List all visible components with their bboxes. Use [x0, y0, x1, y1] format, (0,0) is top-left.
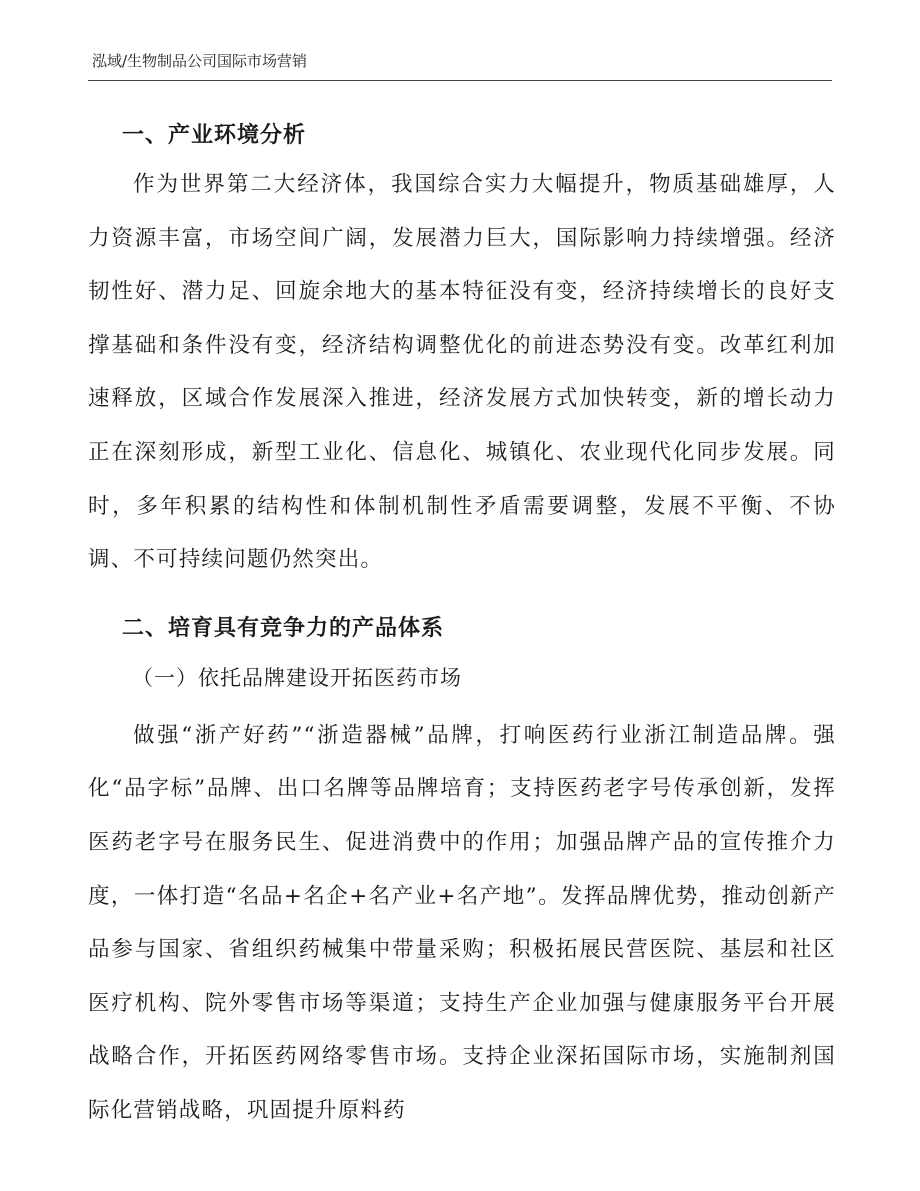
- section-heading-product-system: 二、培育具有竞争力的产品体系: [122, 615, 445, 641]
- subsection-heading-brand-building: （一）依托品牌建设开拓医药市场: [132, 665, 462, 690]
- running-header: 泓域/生物制品公司国际市场营销: [92, 52, 308, 70]
- header-divider: [88, 80, 832, 81]
- document-body: [88, 116, 836, 1138]
- section-heading-industry-environment: 一、产业环境分析: [122, 123, 307, 148]
- body-paragraph: 做强“浙产好药”“浙造器械”品牌，打响医药行业浙江制造品牌。强化“品字标”品牌、出口名牌等品牌培育；支持医药老字号传承创新，发挥医药老字号在服务民生、促进消费中的作用；加强品牌产品的宣传推介力度，一体打造“名品+名企+名产业+名产地”。发挥品牌优势，推动创新产品参与国家、省组织药械集中带量采购；积极拓展民营医院、基层和社区医疗机构、院外零售市场等渠道；支持生产企业加强与健康服务平台开展战略合作，开拓医药网络零售市场。支持企业深拓国际市场，实施制剂国际化营销战略，巩固提升原料药: [88, 722, 836, 1123]
- body-paragraph: 作为世界第二大经济体，我国综合实力大幅提升，物质基础雄厚，人力资源丰富，市场空间广阔，发展潜力巨大，国际影响力持续增强。经济韧性好、潜力足、回旋余地大的基本特征没有变，经济持续增长的良好支撑基础和条件没有变，经济结构调整优化的前进态势没有变。改革红利加速释放，区域合作发展深入推进，经济发展方式加快转变，新的增长动力正在深刻形成，新型工业化、信息化、城镇化、农业现代化同步发展。同时，多年积累的结构性和体制机制性矛盾需要调整，发展不平衡、不协调、不可持续问题仍然突出。: [88, 172, 836, 573]
